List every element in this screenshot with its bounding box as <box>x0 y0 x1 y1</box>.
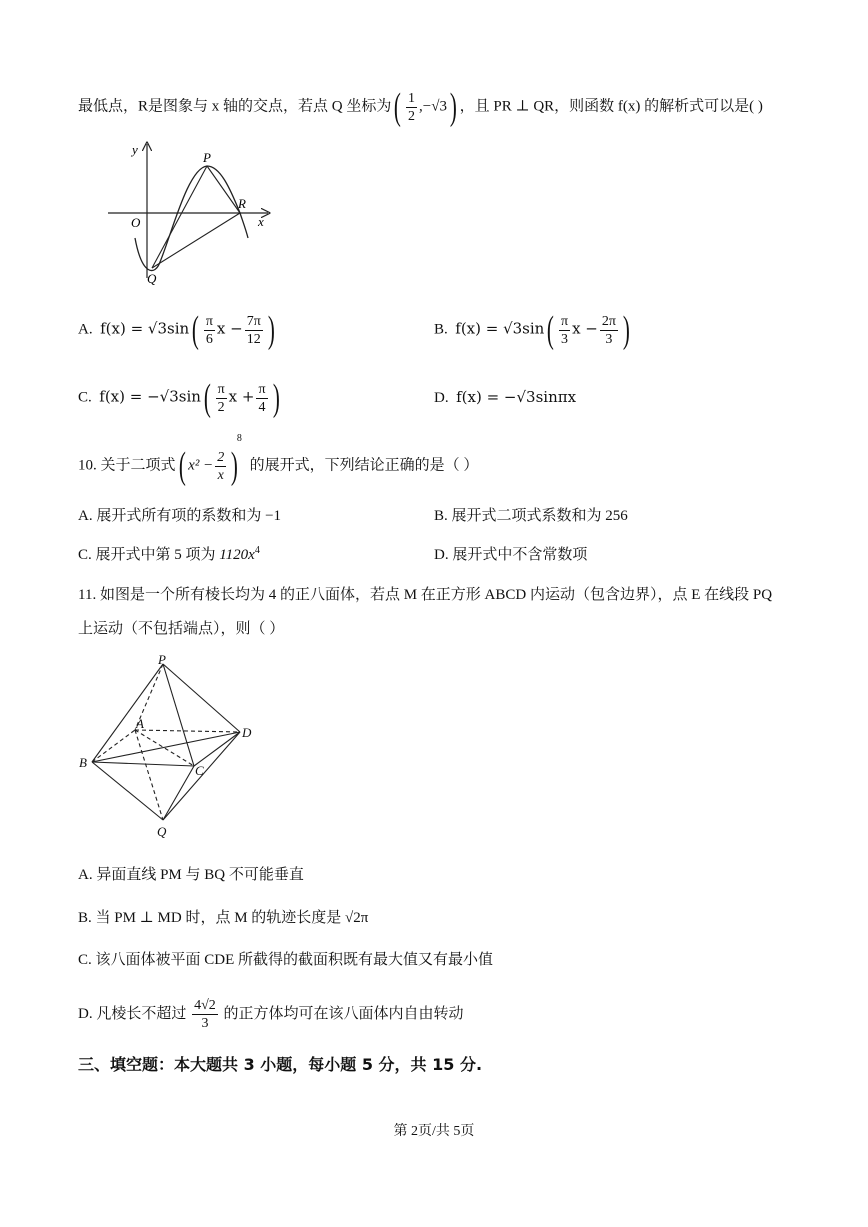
page-footer: 第 2页/共 5页 <box>393 1124 475 1139</box>
edge-bq <box>92 762 163 820</box>
q11-stem-line1: 11. 如图是一个所有棱长均为 4 的正八面体，若点 M 在正方形 ABCD 内运动（包含边界），点 E 在线段 PQ <box>78 587 773 603</box>
label-p: P <box>203 150 211 165</box>
label-o: O <box>131 215 141 230</box>
edge-ad <box>135 730 240 732</box>
q11-option-a: A. 异面直线 PM 与 BQ 不可能垂直 <box>78 867 304 883</box>
label-d: D <box>242 725 252 740</box>
q9-option-c: C. f(x) = −√3sin( $\frac{\pi}{2}$ x + $\frac{\pi}{4}$ ) <box>78 377 280 419</box>
label-a: A <box>136 716 144 731</box>
q11-option-d: D. 凡棱长不超过 $\frac{4√2}{3}$ 的正方体均可在该八面体内自由转动 <box>78 998 464 1031</box>
q9-option-d: D. f(x) = −√3sinπx <box>434 388 577 406</box>
label-c: C <box>195 763 204 778</box>
segment-qr <box>152 213 240 268</box>
edge-aq <box>135 730 163 820</box>
edge-bc <box>92 762 194 766</box>
q10-option-c: C. 展开式中第 5 项为 $1120x^4$ <box>78 545 260 563</box>
section-heading: 三、填空题：本大题共 3 小题，每小题 5 分，共 15 分. <box>78 1055 483 1074</box>
edge-cq <box>163 766 194 820</box>
intro-text-b: ，且 PR ⊥ QR，则函数 f(x) 的解析式可以是( ) <box>459 98 763 115</box>
octahedron-figure <box>75 652 265 842</box>
segment-pr <box>207 166 240 213</box>
q11-option-c: C. 该八面体被平面 CDE 所截得的截面积既有最大值又有最小值 <box>78 952 494 968</box>
label-y: y <box>132 142 138 157</box>
label-p: P <box>158 652 166 667</box>
q10-option-d: D. 展开式中不含常数项 <box>434 547 588 563</box>
label-q: Q <box>147 271 157 286</box>
q10-option-a: A. 展开式所有项的系数和为 −1 <box>78 508 282 524</box>
q10-stem: 10. 关于二项式( x² − $\frac{2}{x}$ )$^8$ 的展开式，下列结论正确的是（ ） <box>78 433 479 487</box>
q10-option-b: B. 展开式二项式系数和为 256 <box>434 508 628 524</box>
intro-text-a: 最低点，R是图象与 x 轴的交点，若点 Q 坐标为 <box>78 98 392 115</box>
sine-graph <box>100 138 280 288</box>
intro-line: 最低点，R是图象与 x 轴的交点，若点 Q 坐标为( $\frac{1}{2}$ ,−√3) ，且 PR ⊥ QR，则函数 f(x) 的解析式可以是( ) <box>78 86 763 128</box>
label-b: B <box>79 755 87 770</box>
edge-pb <box>92 664 163 762</box>
label-r: R <box>238 196 246 211</box>
coord-fraction: $\frac{1}{2}$ <box>408 90 415 124</box>
label-q: Q <box>157 824 167 839</box>
q11-option-b: B. 当 PM ⊥ MD 时，点 M 的轨迹长度是 √2π <box>78 910 369 926</box>
q9-option-a: A. f(x) = √3sin( $\frac{\pi}{6}$ x − $\frac{7\pi}{12}$ ) <box>78 309 275 351</box>
coord-sep: ,−√3 <box>419 98 447 115</box>
q9-option-b: B. f(x) = √3sin( $\frac{\pi}{3}$ x − $\frac{2\pi}{3}$ ) <box>434 309 630 351</box>
q11-stem-line2: 上运动（不包括端点），则（ ） <box>78 621 285 637</box>
segment-qp <box>152 166 207 268</box>
label-x: x <box>258 214 264 229</box>
edge-pd <box>163 664 240 732</box>
edge-pc <box>163 664 194 766</box>
